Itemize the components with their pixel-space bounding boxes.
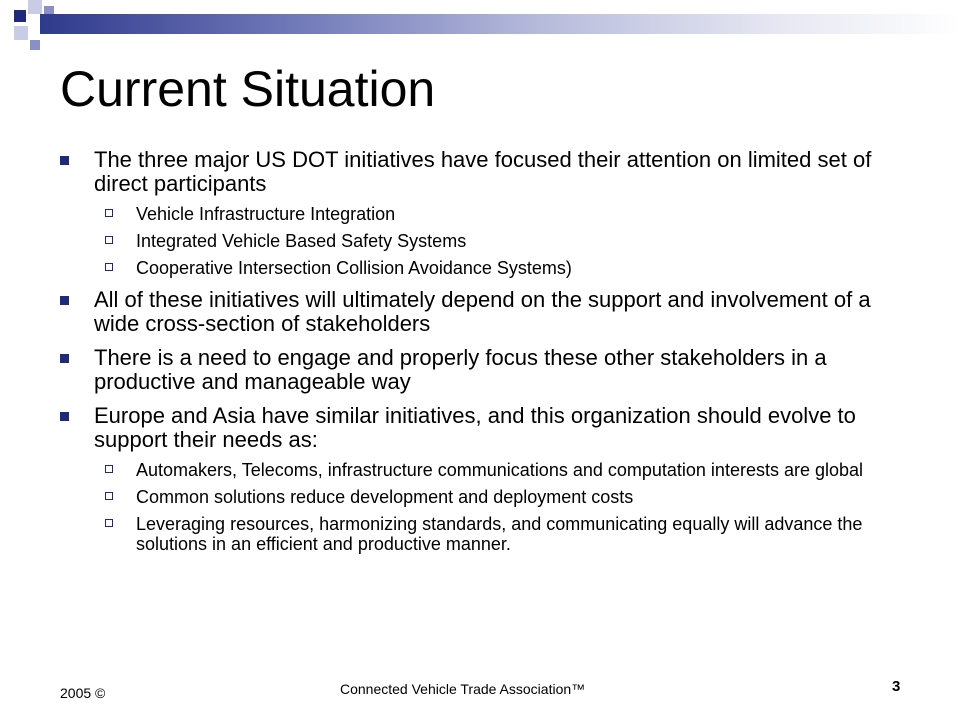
square-bullet-icon (60, 156, 69, 165)
header-square-dark (14, 10, 26, 22)
bullet-item (58, 404, 918, 452)
hollow-square-bullet-icon (105, 465, 113, 473)
sub-bullet-list (58, 460, 918, 554)
slide-title: Current Situation (60, 61, 436, 117)
header-square-mid (30, 40, 40, 50)
bullet-text: There is a need to engage and properly focus these other stakeholders in a productive and manageable way (94, 345, 827, 394)
sub-bullet-list (58, 204, 918, 278)
hollow-square-bullet-icon (105, 236, 113, 244)
footer-copyright: 2005 © (60, 685, 106, 701)
sub-bullet-item (58, 231, 918, 251)
sub-bullet-item (58, 258, 918, 278)
hollow-square-bullet-icon (105, 492, 113, 500)
sub-bullet-text: Cooperative Intersection Collision Avoidance Systems) (136, 258, 572, 278)
header-square-light (28, 0, 42, 14)
hollow-square-bullet-icon (105, 209, 113, 217)
sub-bullet-text: Integrated Vehicle Based Safety Systems (136, 231, 467, 251)
sub-bullet-text: Automakers, Telecoms, infrastructure communications and computation interests are global (136, 460, 864, 480)
footer-organization: Connected Vehicle Trade Association™ (340, 681, 586, 697)
bullet-item (58, 346, 918, 394)
sub-bullet-item (58, 204, 918, 224)
bullet-item (58, 288, 918, 336)
square-bullet-icon (60, 354, 69, 363)
header-gradient-bar (40, 14, 960, 34)
sub-bullet-item (58, 514, 918, 554)
hollow-square-bullet-icon (105, 263, 113, 271)
bullet-text: Europe and Asia have similar initiatives, and this organization should evolve to support their needs as: (94, 403, 856, 452)
header-square-light (14, 26, 28, 40)
page-number: 3 (892, 678, 901, 695)
hollow-square-bullet-icon (105, 519, 113, 527)
bullet-item (58, 148, 918, 196)
sub-bullet-item (58, 460, 918, 480)
square-bullet-icon (60, 412, 69, 421)
sub-bullet-text: Common solutions reduce development and deployment costs (136, 487, 634, 507)
bullet-text: The three major US DOT initiatives have focused their attention on limited set of direct participants (94, 147, 872, 196)
bullet-text: All of these initiatives will ultimately depend on the support and involvement of a wide cross-section of stakeholders (94, 287, 871, 336)
sub-bullet-item (58, 487, 918, 507)
square-bullet-icon (60, 296, 69, 305)
slide-content (58, 148, 918, 564)
sub-bullet-text: Vehicle Infrastructure Integration (136, 204, 396, 224)
sub-bullet-text: Leveraging resources, harmonizing standards, and communicating equally will advance the solutions in an efficient and productive manner. (136, 514, 863, 554)
